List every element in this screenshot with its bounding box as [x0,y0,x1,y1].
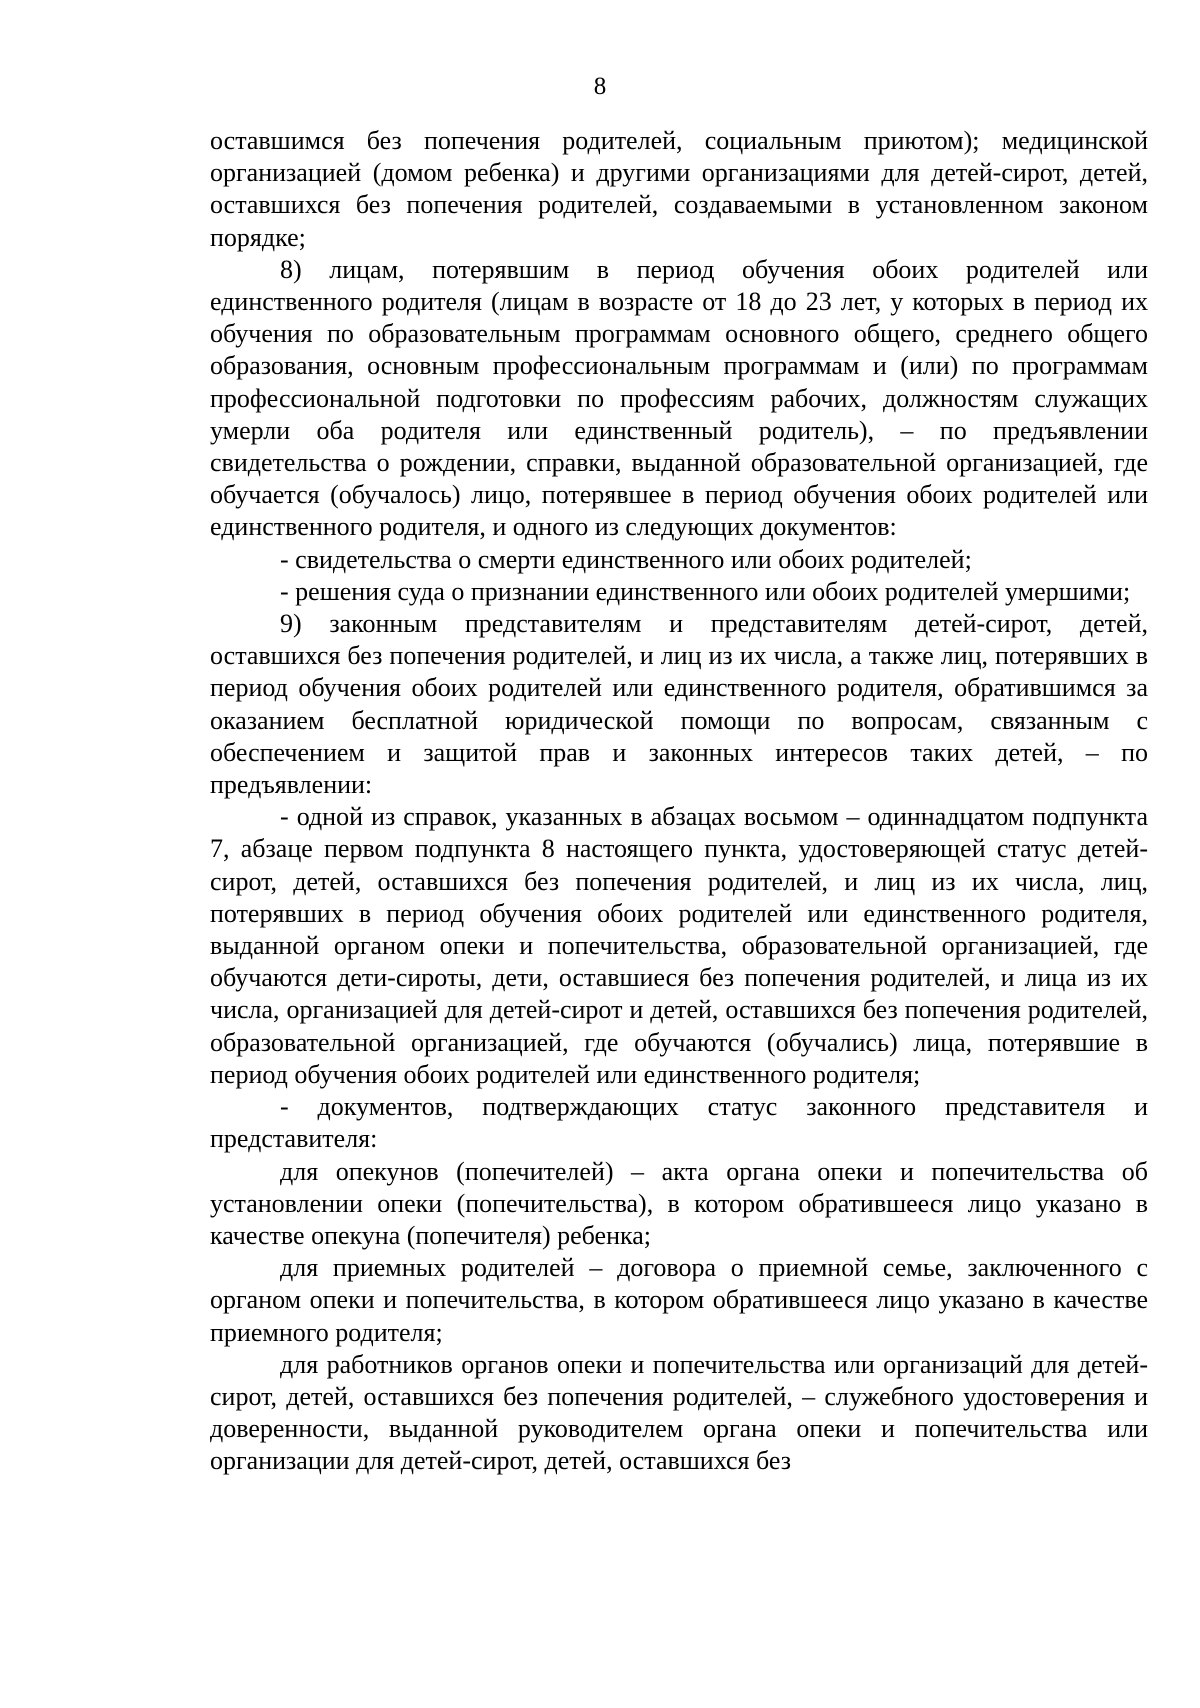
paragraph-death-certificate: - свидетельства о смерти единственного или обоих родителей; [280,544,972,574]
page-number: 8 [593,73,607,100]
paragraph-court-decision: - решения суда о признании единственного или обоих родителей умершими; [280,576,1131,606]
document-body [210,125,1148,1478]
paragraph-foster-parents: для приемных родителей – договора о приемной семье, заключенного с органом опеки и попечительства, в котором обратившееся лицо указано в качестве приемного родителя; [210,1253,1148,1347]
paragraph-guardians: для опекунов (попечителей) – акта органа опеки и попечительства об установлении опеки (попечительства), в котором обратившееся лицо указано в качестве опекуна (попечителя) ребенка; [210,1156,1148,1250]
paragraph-guardianship-workers: для работников органов опеки и попечительства или организаций для детей-сирот, детей, оставшихся без попечения родителей, – служебного удостоверения и доверенности, выданной руководителем органа опеки и попечительства или организации для детей-сирот, детей, оставшихся без [210,1349,1148,1476]
paragraph-item-8: 8) лицам, потерявшим в период обучения обоих родителей или единственного родителя (лицам в возрасте от 18 до 23 лет, у которых в период их обучения по образовательным программам основного общего, среднего общего образования, основным профессиональным программам и (или) по программам профессиональной подготовки по профессиям рабочих, должностям служащих умерли оба родителя или единственный родитель), – по предъявлении свидетельства о рождении, справки, выданной образовательной организацией, где обучается (обучалось) лицо, потерявшее в период обучения обоих родителей или единственного родителя, и одного из следующих документов: [210,254,1148,542]
paragraph-certificates: - одной из справок, указанных в абзацах восьмом – одиннадцатом подпункта 7, абзаце первом подпункта 8 настоящего пункта, удостоверяющей статус детей-сирот, детей, оставшихся без попечения родителей, и лиц из их числа, лиц, потерявших в период обучения обоих родителей или единственного родителя, выданной органом опеки и попечительства, образовательной организацией, где обучаются дети-сироты, дети, оставшиеся без попечения родителей, и лица из их числа, организацией для детей-сирот и детей, оставшихся без попечения родителей, образовательной организацией, где обучаются (обучались) лица, потерявшие в период обучения обоих родителей или единственного родителя; [210,802,1148,1089]
paragraph-status-documents: - документов, подтверждающих статус законного представителя и представителя: [210,1092,1148,1154]
paragraph-item-9: 9) законным представителям и представителям детей-сирот, детей, оставшихся без попечения родителей, и лиц из их числа, а также лиц, потерявших в период обучения обоих родителей или единственного родителя, обратившимся за оказанием бесплатной юридической помощи по вопросам, связанным с обеспечением и защитой прав и законных интересов таких детей, – по предъявлении: [210,609,1148,800]
paragraph-continuation: оставшимся без попечения родителей, социальным приютом); медицинской организацией (домом ребенка) и другими организациями для детей-сирот, детей, оставшихся без попечения родителей, создаваемыми в установленном законом порядке; [210,126,1148,252]
